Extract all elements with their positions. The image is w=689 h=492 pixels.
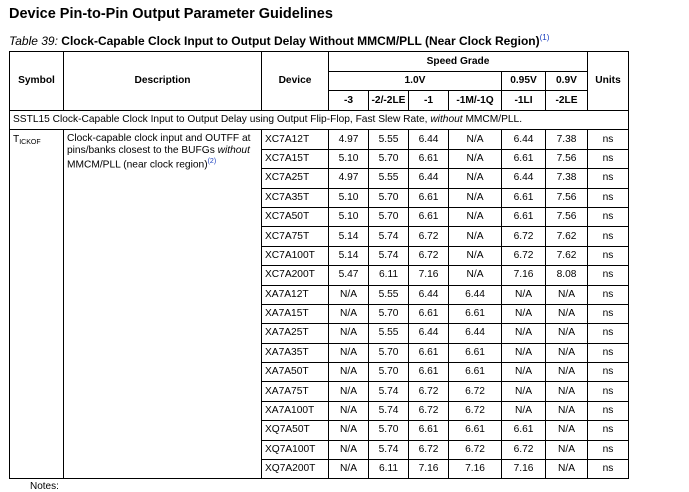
device-cell: XQ7A100T	[262, 440, 329, 459]
header-voltage: 1.0V	[329, 72, 502, 91]
header-device: Device	[262, 52, 329, 111]
value-cell: N/A	[502, 324, 546, 343]
value-cell: 6.61	[409, 343, 449, 362]
header-grade: -3	[329, 91, 369, 111]
value-cell: N/A	[449, 246, 502, 265]
value-cell: 7.16	[409, 266, 449, 285]
header-grade: -1M/-1Q	[449, 91, 502, 111]
value-cell: 7.38	[546, 130, 588, 149]
value-cell: N/A	[502, 401, 546, 420]
value-cell: N/A	[329, 363, 369, 382]
value-cell: 5.74	[369, 440, 409, 459]
header-symbol: Symbol	[10, 52, 64, 111]
value-cell: N/A	[502, 343, 546, 362]
description-text: Clock-capable clock input and OUTFF at pins/banks closest to the BUFGs	[67, 133, 251, 156]
value-cell: N/A	[502, 382, 546, 401]
value-cell: 6.72	[449, 401, 502, 420]
unit-cell: ns	[588, 421, 629, 440]
value-cell: 7.62	[546, 246, 588, 265]
value-cell: N/A	[546, 363, 588, 382]
value-cell: 6.72	[409, 401, 449, 420]
timing-table	[9, 51, 629, 479]
value-cell: 6.72	[409, 227, 449, 246]
symbol-subscript: ICKOF	[19, 139, 41, 147]
value-cell: N/A	[329, 460, 369, 479]
unit-cell: ns	[588, 363, 629, 382]
value-cell: N/A	[449, 130, 502, 149]
value-cell: 5.47	[329, 266, 369, 285]
value-cell: N/A	[329, 421, 369, 440]
value-cell: 6.61	[449, 343, 502, 362]
device-cell: XQ7A50T	[262, 421, 329, 440]
value-cell: N/A	[546, 304, 588, 323]
value-cell: N/A	[502, 285, 546, 304]
device-cell: XA7A15T	[262, 304, 329, 323]
value-cell: 6.61	[502, 188, 546, 207]
value-cell: 6.61	[502, 149, 546, 168]
table-row	[10, 130, 629, 149]
value-cell: N/A	[449, 149, 502, 168]
header-description: Description	[64, 52, 262, 111]
value-cell: 7.56	[546, 149, 588, 168]
device-cell: XC7A12T	[262, 130, 329, 149]
value-cell: N/A	[329, 324, 369, 343]
value-cell: N/A	[449, 188, 502, 207]
header-grade: -2/-2LE	[369, 91, 409, 111]
notes-label: Notes:	[30, 481, 59, 492]
value-cell: 5.55	[369, 169, 409, 188]
header-voltage: 0.95V	[502, 72, 546, 91]
header-speed-grade: Speed Grade	[329, 52, 588, 72]
device-cell: XA7A25T	[262, 324, 329, 343]
table-title	[61, 34, 549, 48]
device-cell: XC7A25T	[262, 169, 329, 188]
value-cell: 6.61	[409, 363, 449, 382]
value-cell: N/A	[502, 304, 546, 323]
table-caption	[9, 33, 549, 48]
value-cell: 6.72	[409, 440, 449, 459]
value-cell: 5.70	[369, 149, 409, 168]
value-cell: 6.61	[449, 304, 502, 323]
value-cell: N/A	[449, 169, 502, 188]
value-cell: 7.38	[546, 169, 588, 188]
value-cell: 4.97	[329, 169, 369, 188]
value-cell: 6.61	[409, 149, 449, 168]
description-note-link[interactable]: (2)	[207, 158, 217, 166]
device-cell: XC7A200T	[262, 266, 329, 285]
value-cell: 6.61	[409, 421, 449, 440]
device-cell: XA7A35T	[262, 343, 329, 362]
value-cell: 5.14	[329, 227, 369, 246]
value-cell: N/A	[546, 343, 588, 362]
unit-cell: ns	[588, 324, 629, 343]
value-cell: 6.72	[502, 440, 546, 459]
section-text-italic: without	[430, 114, 463, 126]
section-text: SSTL15 Clock-Capable Clock Input to Output Delay using Output Flip-Flop, Fast Slew Rate,	[13, 114, 431, 126]
value-cell: 6.72	[502, 227, 546, 246]
value-cell: 5.70	[369, 188, 409, 207]
table-title-text: Clock-Capable Clock Input to Output Delay Without MMCM/PLL (Near Clock Region)	[61, 34, 540, 48]
unit-cell: ns	[588, 304, 629, 323]
unit-cell: ns	[588, 246, 629, 265]
device-cell: XC7A15T	[262, 149, 329, 168]
value-cell: 6.72	[409, 246, 449, 265]
unit-cell: ns	[588, 130, 629, 149]
value-cell: 7.56	[546, 207, 588, 226]
value-cell: N/A	[546, 285, 588, 304]
value-cell: 7.16	[409, 460, 449, 479]
unit-cell: ns	[588, 460, 629, 479]
value-cell: 7.16	[449, 460, 502, 479]
value-cell: N/A	[546, 421, 588, 440]
value-cell: 5.10	[329, 149, 369, 168]
value-cell: 6.44	[409, 324, 449, 343]
value-cell: N/A	[546, 401, 588, 420]
value-cell: 8.08	[546, 266, 588, 285]
value-cell: 5.70	[369, 343, 409, 362]
value-cell: 7.16	[502, 460, 546, 479]
value-cell: 6.44	[502, 169, 546, 188]
value-cell: 5.70	[369, 421, 409, 440]
value-cell: 6.72	[449, 382, 502, 401]
section-text-end: MMCM/PLL.	[462, 114, 523, 126]
value-cell: N/A	[449, 227, 502, 246]
value-cell: N/A	[502, 363, 546, 382]
value-cell: N/A	[329, 401, 369, 420]
value-cell: 5.10	[329, 207, 369, 226]
unit-cell: ns	[588, 227, 629, 246]
section-description	[10, 111, 629, 130]
caption-note-link[interactable]: (1)	[539, 33, 550, 42]
value-cell: 6.44	[449, 324, 502, 343]
value-cell: N/A	[329, 285, 369, 304]
value-cell: 5.70	[369, 363, 409, 382]
value-cell: 7.56	[546, 188, 588, 207]
value-cell: 6.61	[409, 207, 449, 226]
description-italic: without	[217, 144, 250, 156]
symbol-main: T	[13, 134, 20, 146]
value-cell: 6.44	[409, 169, 449, 188]
device-cell: XC7A100T	[262, 246, 329, 265]
table-number: Table 39:	[9, 34, 58, 48]
value-cell: 6.61	[502, 207, 546, 226]
value-cell: 6.61	[409, 188, 449, 207]
value-cell: N/A	[329, 304, 369, 323]
device-cell: XA7A12T	[262, 285, 329, 304]
value-cell: N/A	[546, 382, 588, 401]
value-cell: 6.61	[409, 304, 449, 323]
value-cell: 5.74	[369, 227, 409, 246]
symbol-cell	[10, 130, 64, 479]
value-cell: 6.11	[369, 460, 409, 479]
header-grade: -1	[409, 91, 449, 111]
value-cell: 6.44	[502, 130, 546, 149]
description-cell	[64, 130, 262, 479]
unit-cell: ns	[588, 440, 629, 459]
value-cell: 6.61	[449, 421, 502, 440]
value-cell: 6.72	[449, 440, 502, 459]
value-cell: 7.62	[546, 227, 588, 246]
device-cell: XC7A35T	[262, 188, 329, 207]
value-cell: 5.10	[329, 188, 369, 207]
value-cell: 7.16	[502, 266, 546, 285]
value-cell: N/A	[546, 324, 588, 343]
value-cell: 6.61	[449, 363, 502, 382]
value-cell: N/A	[546, 440, 588, 459]
value-cell: 5.74	[369, 382, 409, 401]
unit-cell: ns	[588, 207, 629, 226]
value-cell: N/A	[449, 207, 502, 226]
device-cell: XA7A100T	[262, 401, 329, 420]
value-cell: 4.97	[329, 130, 369, 149]
value-cell: N/A	[546, 460, 588, 479]
unit-cell: ns	[588, 382, 629, 401]
value-cell: N/A	[329, 440, 369, 459]
value-cell: 5.55	[369, 324, 409, 343]
value-cell: 5.55	[369, 285, 409, 304]
value-cell: 6.44	[449, 285, 502, 304]
value-cell: N/A	[449, 266, 502, 285]
header-voltage: 0.9V	[546, 72, 588, 91]
value-cell: 5.70	[369, 207, 409, 226]
unit-cell: ns	[588, 149, 629, 168]
value-cell: 5.55	[369, 130, 409, 149]
value-cell: 6.11	[369, 266, 409, 285]
section-row	[10, 111, 629, 130]
unit-cell: ns	[588, 188, 629, 207]
value-cell: 5.14	[329, 246, 369, 265]
value-cell: 6.44	[409, 130, 449, 149]
value-cell: 6.72	[502, 246, 546, 265]
unit-cell: ns	[588, 343, 629, 362]
value-cell: N/A	[329, 382, 369, 401]
value-cell: 5.70	[369, 304, 409, 323]
header-grade: -1LI	[502, 91, 546, 111]
header-grade: -2LE	[546, 91, 588, 111]
device-cell: XQ7A200T	[262, 460, 329, 479]
unit-cell: ns	[588, 401, 629, 420]
page-title: Device Pin-to-Pin Output Parameter Guidelines	[9, 6, 333, 22]
device-cell: XA7A75T	[262, 382, 329, 401]
device-cell: XA7A50T	[262, 363, 329, 382]
device-cell: XC7A75T	[262, 227, 329, 246]
value-cell: 6.44	[409, 285, 449, 304]
unit-cell: ns	[588, 285, 629, 304]
value-cell: 5.74	[369, 246, 409, 265]
value-cell: 6.72	[409, 382, 449, 401]
description-text-end: MMCM/PLL (near clock region)	[67, 159, 208, 171]
value-cell: 5.74	[369, 401, 409, 420]
unit-cell: ns	[588, 266, 629, 285]
value-cell: N/A	[329, 343, 369, 362]
unit-cell: ns	[588, 169, 629, 188]
header-units: Units	[588, 52, 629, 111]
value-cell: 6.61	[502, 421, 546, 440]
device-cell: XC7A50T	[262, 207, 329, 226]
